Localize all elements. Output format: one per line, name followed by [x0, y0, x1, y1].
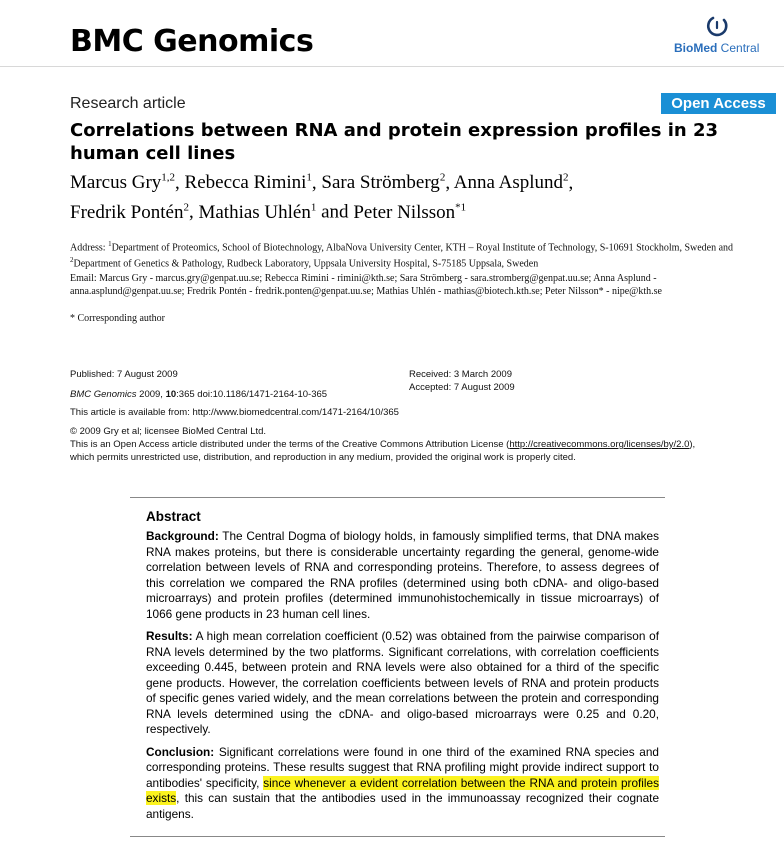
- abstract-box: [130, 497, 665, 837]
- journal-title: BMC Genomics: [70, 24, 314, 59]
- article-title: Correlations between RNA and protein expression profiles in 23 human cell lines: [70, 120, 718, 164]
- license-text: This is an Open Access article distributed under the terms of the Creative Commons Attribution License (http://creativecommons.org/licenses/by/2.0),: [70, 439, 696, 450]
- article-type: Research article: [70, 95, 186, 112]
- license-text-cont: which permits unrestricted use, distribution, and reproduction in any medium, provided the original work is properly cited.: [70, 452, 576, 463]
- accepted-date: Accepted: 7 August 2009: [409, 382, 515, 393]
- biomed-logo-icon: [704, 14, 730, 40]
- author-emails: Email: Marcus Gry - marcus.gry@genpat.uu.se; Rebecca Rimini - rimini@kth.se; Sara Strömberg - sara.stromberg@genpat.uu.se; Anna Asplund - anna.asplund@genpat.uu.se; Fredrik Pontén - fredrik.ponten@genpat.uu.se; Mathias Uhlén - mathias@biotech.kth.se; Peter Nilsson* - nipe@kth.se: [70, 273, 662, 297]
- biomed-central-logo[interactable]: [674, 14, 766, 56]
- citation: BMC Genomics 2009, 10:365 doi:10.1186/1471-2164-10-365: [70, 389, 328, 400]
- copyright: © 2009 Gry et al; licensee BioMed Central Ltd.: [70, 426, 267, 437]
- abstract-conclusion: Conclusion: Significant correlations were found in one third of the examined RNA species and corresponding proteins. These results suggest that RNA profiling might provide indirect support to antibodies' specificity, since whenever a evident correlation between the RNA and protein profiles exists, this can sustain that the antibodies used in the immunoassay recognized their cognate antigens.: [146, 744, 659, 821]
- abstract-results: Results: A high mean correlation coefficient (0.52) was obtained from the pairwise comparison of RNA levels determined by the two platforms. Significant correlations, with correlation coefficients exceeding 0.445, between protein and RNA levels were also obtained for a third of the specific gene products. However, the correlation coefficients between levels of RNA and protein products of specific genes varied widely, and the mean correlations between the protein and corresponding RNA levels determined using the cDNA- and oligo-based microarrays were 0.25 and 0.20, respectively.: [146, 629, 659, 736]
- author[interactable]: Rebecca Rimini$^1$: [184, 172, 312, 194]
- author[interactable]: Mathias Uhlén$^1$: [198, 201, 317, 223]
- author-list: Marcus Gry$^{1,2}$, Rebecca Rimini$^1$, Sara Strömberg$^2$, Anna Asplund$^2$, Fredrik Pontén$^2$, Mathias Uhlén$^1$ and Peter Nilsson$^{*1}$: [70, 172, 574, 223]
- header-divider: [0, 66, 784, 67]
- highlighted-text[interactable]: since whenever a evident correlation between the RNA and protein profiles exists: [146, 775, 659, 805]
- author[interactable]: Fredrik Pontén$^2$: [70, 201, 189, 223]
- corresponding-author-note: * Corresponding author: [70, 313, 165, 324]
- affiliations: Address: $^1$Department of Proteomics, School of Biotechnology, AlbaNova University Center, KTH – Royal Institute of Technology, S-10691 Stockholm, Sweden and $^2$Department of Genetics & Pathology, Rudbeck Laboratory, Uppsala University Hospital, S-75185 Uppsala, Sweden: [70, 240, 734, 270]
- license-link[interactable]: http://creativecommons.org/licenses/by/2.0: [509, 439, 690, 450]
- open-access-badge: Open Access: [661, 93, 776, 114]
- author[interactable]: Sara Strömberg$^2$: [321, 172, 446, 194]
- author[interactable]: Anna Asplund$^2$: [453, 172, 569, 194]
- author[interactable]: Marcus Gry$^{1,2}$: [70, 172, 176, 194]
- author[interactable]: Peter Nilsson$^{*1}$: [353, 201, 467, 223]
- received-date: Received: 3 March 2009: [409, 369, 512, 380]
- publisher-name: BioMed Central: [674, 41, 760, 55]
- published-date: Published: 7 August 2009: [70, 369, 178, 380]
- abstract-background: Background: The Central Dogma of biology holds, in famously simplified terms, that DNA makes RNA makes proteins, but there is considerable uncertainty regarding the general, genome-wide correlation between levels of RNA and corresponding proteins. Therefore, to assess degrees of this correlation we compared the RNA profiles (determined using both cDNA- and oligo-based microarrays) and protein profiles (determined immunohistochemically in tissue microarrays) of 1066 gene products in 23 human cell lines.: [146, 529, 659, 621]
- abstract-heading: Abstract: [146, 509, 201, 524]
- article-url[interactable]: This article is available from: http://www.biomedcentral.com/1471-2164/10/365: [70, 407, 399, 418]
